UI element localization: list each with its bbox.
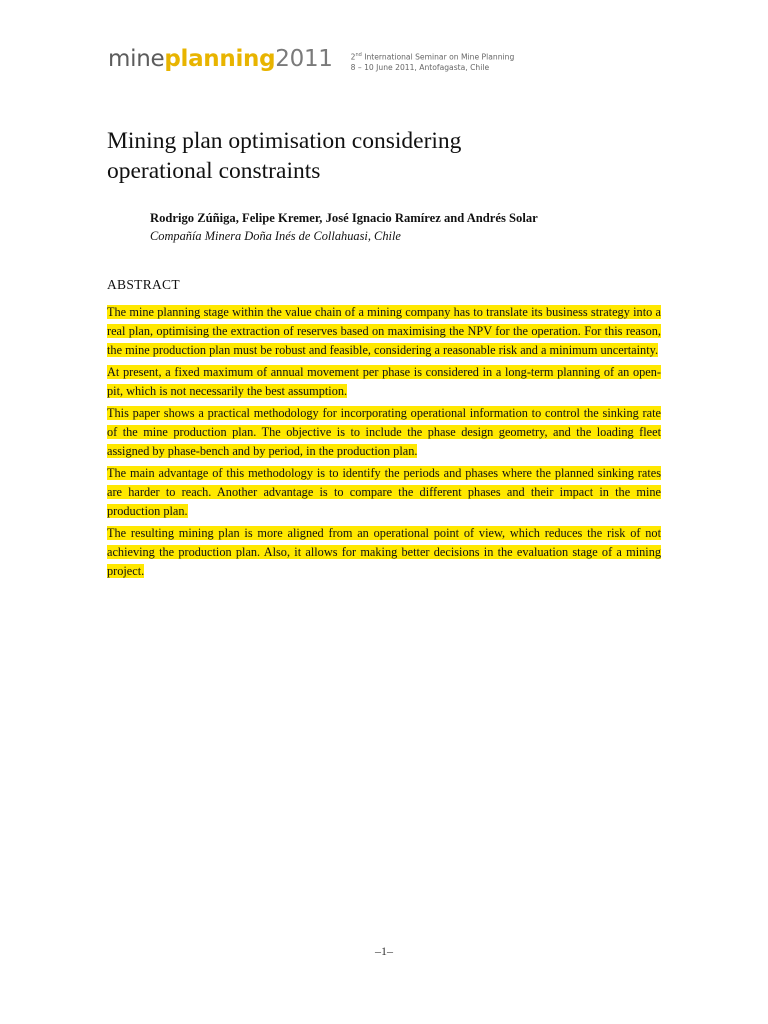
title-line-1: Mining plan optimisation considering <box>107 128 462 154</box>
mineplanning-logo <box>108 44 333 74</box>
paper-title <box>107 126 667 186</box>
header <box>108 44 514 76</box>
conference-ordinal: 2 <box>350 52 356 62</box>
authors: Rodrigo Zúñiga, Felipe Kremer, José Ignacio Ramírez and Andrés Solar <box>150 211 538 225</box>
abstract-paragraph <box>107 363 661 401</box>
abstract-paragraph <box>107 404 661 461</box>
logo-planning: planning <box>164 46 276 72</box>
highlighted-text: The main advantage of this methodology is to identify the periods and phases where the planned sinking rates are harder to reach. Another advantage is to compare the different phases and their impact in the mine production plan. <box>107 466 661 518</box>
title-line-2: operational constraints <box>107 158 321 184</box>
abstract-paragraph <box>107 524 661 581</box>
conference-ordinal-suffix: nd <box>355 52 362 58</box>
abstract-heading: ABSTRACT <box>107 277 180 292</box>
conference-name: International Seminar on Mine Planning <box>364 52 515 62</box>
affiliation: Compañía Minera Doña Inés de Collahuasi, Chile <box>150 229 401 243</box>
logo-year: 2011 <box>275 46 333 72</box>
conference-info <box>351 50 515 73</box>
abstract-body <box>107 303 661 584</box>
highlighted-text: This paper shows a practical methodology for incorporating operational information to control the sinking rate of the mine production plan. The objective is to include the phase design geometry, and the loading fleet assigned by phase-bench and by period, in the production plan. <box>107 406 661 458</box>
logo-mine: mine <box>108 46 165 72</box>
abstract-paragraph <box>107 303 661 360</box>
abstract-paragraph <box>107 464 661 521</box>
highlighted-text: The mine planning stage within the value chain of a mining company has to translate its business strategy into a real plan, optimising the extraction of reserves based on maximising the NPV for the operation. For this reason, the mine production plan must be robust and feasible, considering a reasonable risk and a minimum uncertainty. <box>107 305 661 357</box>
conference-line-1 <box>351 50 515 63</box>
highlighted-text: The resulting mining plan is more aligned from an operational point of view, which reduces the risk of not achieving the production plan. Also, it allows for making better decisions in the evaluation stage of a mining project. <box>107 526 661 578</box>
page-number: –1– <box>375 944 393 958</box>
highlighted-text: At present, a fixed maximum of annual movement per phase is considered in a long-term planning of an open-pit, which is not necessarily the best assumption. <box>107 365 661 398</box>
conference-line-2: 8 – 10 June 2011, Antofagasta, Chile <box>350 62 490 72</box>
